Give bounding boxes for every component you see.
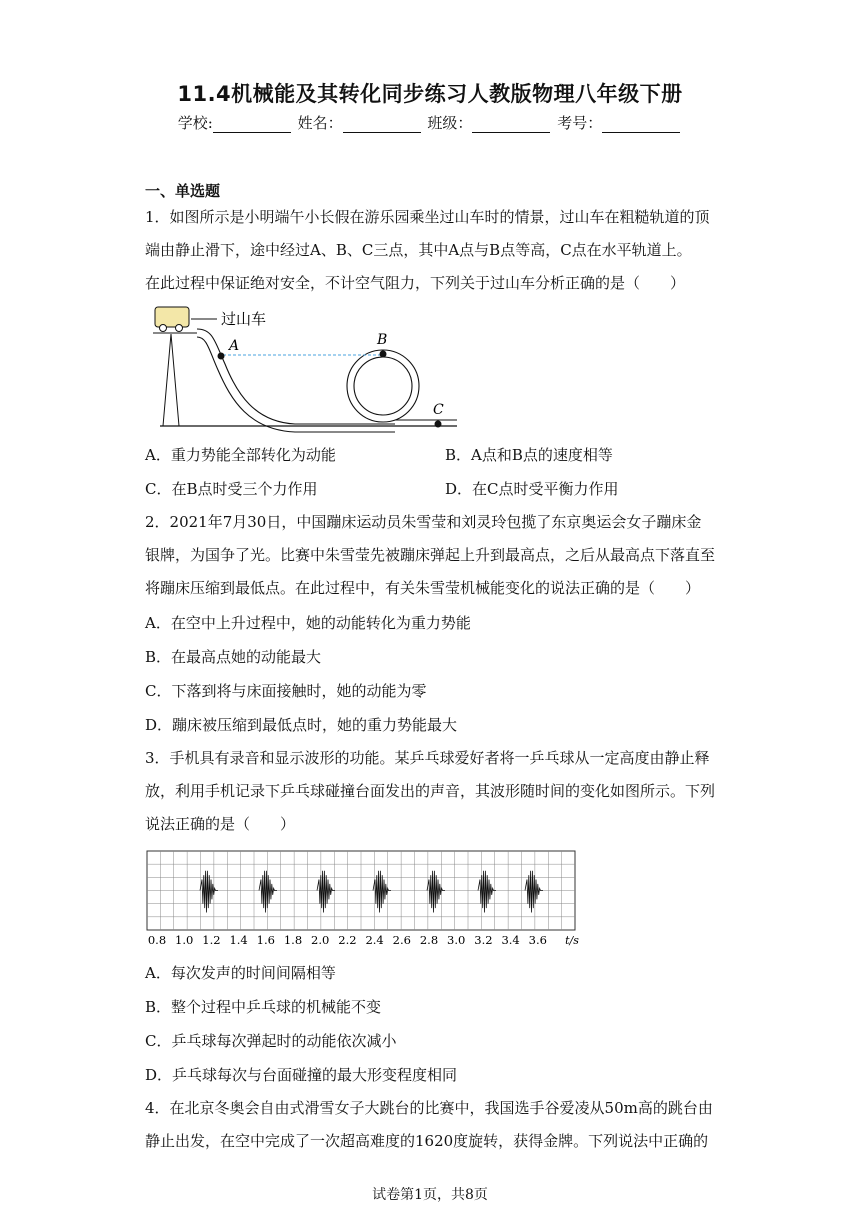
tick-label: 3.4 <box>501 933 520 947</box>
q3-option-a: A．每次发声的时间间隔相等 <box>145 964 336 982</box>
tick-label: 1.6 <box>256 933 275 947</box>
q3-option-c: C．乒乓球每次弹起时的动能依次减小 <box>145 1032 397 1050</box>
q1-option-d: D．在C点时受平衡力作用 <box>445 480 619 498</box>
q3-option-b: B．整个过程中乒乓球的机械能不变 <box>145 998 382 1016</box>
tick-label: 2.0 <box>311 933 330 947</box>
q2-option-d: D．蹦床被压缩到最低点时，她的重力势能最大 <box>145 716 458 734</box>
exam-no-label: 考号： <box>557 114 603 132</box>
tick-label: 0.8 <box>147 933 167 947</box>
q2-option-c: C．下落到将与床面接触时，她的动能为零 <box>145 682 427 700</box>
tick-label: 1.0 <box>175 933 194 947</box>
q4-line: 4．在北京冬奥会自由式滑雪女子大跳台的比赛中，我国选手谷爱凌从50m高的跳台由 <box>145 1099 713 1117</box>
tick-label: 1.2 <box>202 933 221 947</box>
point-b-label: B <box>377 332 388 348</box>
q2-line: 将蹦床压缩到最低点。在此过程中，有关朱雪莹机械能变化的说法正确的是（ ） <box>145 579 701 597</box>
q4-line: 静止出发，在空中完成了一次超高难度的1620度旋转，获得金牌。下列说法中正确的 <box>145 1132 709 1150</box>
car-label: 过山车 <box>221 310 267 328</box>
name-label: 姓名： <box>297 114 343 132</box>
page-title: 11.4机械能及其转化同步练习人教版物理八年级下册 <box>177 82 683 106</box>
page-footer: 试卷第1页，共8页 <box>372 1187 488 1203</box>
school-label: 学校: <box>177 114 213 132</box>
tick-label: 2.4 <box>365 933 384 947</box>
class-blank <box>472 118 550 133</box>
point-a-label: A <box>229 338 240 354</box>
q2-line: 2．2021年7月30日，中国蹦床运动员朱雪莹和刘灵玲包揽了东京奥运会女子蹦床金 <box>145 513 702 531</box>
tick-label: 3.0 <box>447 933 466 947</box>
q3-line: 放，利用手机记录下乒乓球碰撞台面发出的声音，其波形随时间的变化如图所示。下列 <box>145 782 716 800</box>
roller-coaster-figure <box>145 302 465 434</box>
q3-line: 说法正确的是（ ） <box>145 815 296 833</box>
tick-label: 2.6 <box>392 933 411 947</box>
q1-line: 1．如图所示是小明端午小长假在游乐园乘坐过山车时的情景，过山车在粗糙轨道的顶 <box>145 208 710 226</box>
tick-label: 3.6 <box>528 933 547 947</box>
tick-label: 2.8 <box>419 933 439 947</box>
tick-label: 1.8 <box>283 933 303 947</box>
q2-line: 银牌，为国争了光。比赛中朱雪莹先被蹦床弹起上升到最高点，之后从最高点下落直至 <box>145 546 716 564</box>
q1-option-b: B．A点和B点的速度相等 <box>445 446 613 464</box>
q1-line: 在此过程中保证绝对安全，不计空气阻力，下列关于过山车分析正确的是（ ） <box>145 274 686 292</box>
q3-option-d: D．乒乓球每次与台面碰撞的最大形变程度相同 <box>145 1066 458 1084</box>
waveform-figure <box>145 848 585 948</box>
q1-line: 端由静止滑下，途中经过A、B、C三点，其中A点与B点等高，C点在水平轨道上。 <box>145 241 692 259</box>
point-c-label: C <box>433 402 444 418</box>
class-label: 班级： <box>427 114 473 132</box>
school-blank <box>213 118 291 133</box>
tick-label: 3.2 <box>474 933 493 947</box>
q1-option-c: C．在B点时受三个力作用 <box>145 480 318 498</box>
tick-label: 2.2 <box>338 933 357 947</box>
tick-label: 1.4 <box>229 933 248 947</box>
q3-line: 3．手机具有录音和显示波形的功能。某乒乓球爱好者将一乒乓球从一定高度由静止释 <box>145 749 710 767</box>
section-heading: 一、单选题 <box>145 182 221 200</box>
exam-no-blank <box>602 118 680 133</box>
name-blank <box>343 118 421 133</box>
q2-option-a: A．在空中上升过程中，她的动能转化为重力势能 <box>145 614 471 632</box>
q2-option-b: B．在最高点她的动能最大 <box>145 648 322 666</box>
axis-label: t/s <box>565 934 579 947</box>
student-info <box>0 112 860 133</box>
q1-option-a: A．重力势能全部转化为动能 <box>145 446 336 464</box>
